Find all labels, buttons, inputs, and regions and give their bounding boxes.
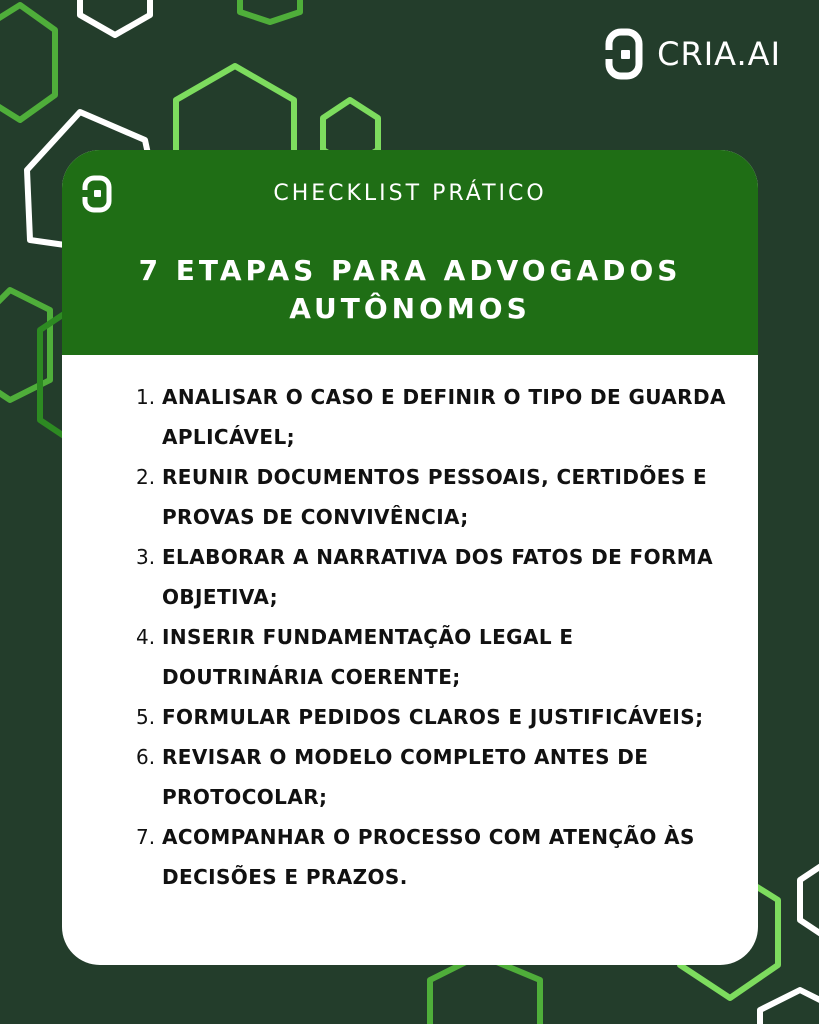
card-kicker: CHECKLIST PRÁTICO: [273, 181, 547, 206]
hexagon-decoration: [760, 990, 819, 1024]
step-number: 7.: [136, 825, 156, 849]
step-number: 6.: [136, 745, 156, 769]
list-item: [136, 737, 738, 817]
step-text: REVISAR O MODELO COMPLETO ANTES DE PROTOCOLAR;: [162, 745, 649, 809]
brand-name: CRIA.AI: [657, 35, 781, 73]
step-number: 5.: [136, 705, 156, 729]
list-item: [136, 537, 738, 617]
step-number: 3.: [136, 545, 156, 569]
step-text: INSERIR FUNDAMENTAÇÃO LEGAL E DOUTRINÁRIA COERENTE;: [162, 625, 574, 689]
card-header: [62, 150, 758, 355]
list-item: [136, 817, 738, 897]
steps-list: [62, 355, 758, 897]
hexagon-decoration: [0, 5, 55, 120]
step-number: 4.: [136, 625, 156, 649]
hexagon-decoration: [80, 0, 150, 35]
cria-logo-icon: [605, 28, 643, 80]
list-item: [136, 617, 738, 697]
hexagon-decoration: [240, 0, 300, 22]
list-item: [136, 457, 738, 537]
step-number: 1.: [136, 385, 156, 409]
checklist-card: [62, 150, 758, 965]
card-title-text: 7 ETAPAS PARA ADVOGADOS AUTÔNOMOS: [138, 254, 682, 325]
step-text: ANALISAR O CASO E DEFINIR O TIPO DE GUARDA APLICÁVEL;: [162, 385, 726, 449]
step-text: FORMULAR PEDIDOS CLAROS E JUSTIFICÁVEIS;: [162, 705, 704, 729]
list-item: [136, 697, 738, 737]
step-number: 2.: [136, 465, 156, 489]
hexagon-decoration: [430, 955, 540, 1024]
brand-header: [605, 28, 781, 80]
hexagon-decoration: [800, 860, 819, 940]
card-title: [62, 252, 758, 328]
list-item: [136, 377, 738, 457]
step-text: ACOMPANHAR O PROCESSO COM ATENÇÃO ÀS DECISÕES E PRAZOS.: [162, 825, 695, 889]
step-text: ELABORAR A NARRATIVA DOS FATOS DE FORMA OBJETIVA;: [162, 545, 713, 609]
step-text: REUNIR DOCUMENTOS PESSOAIS, CERTIDÕES E PROVAS DE CONVIVÊNCIA;: [162, 465, 708, 529]
